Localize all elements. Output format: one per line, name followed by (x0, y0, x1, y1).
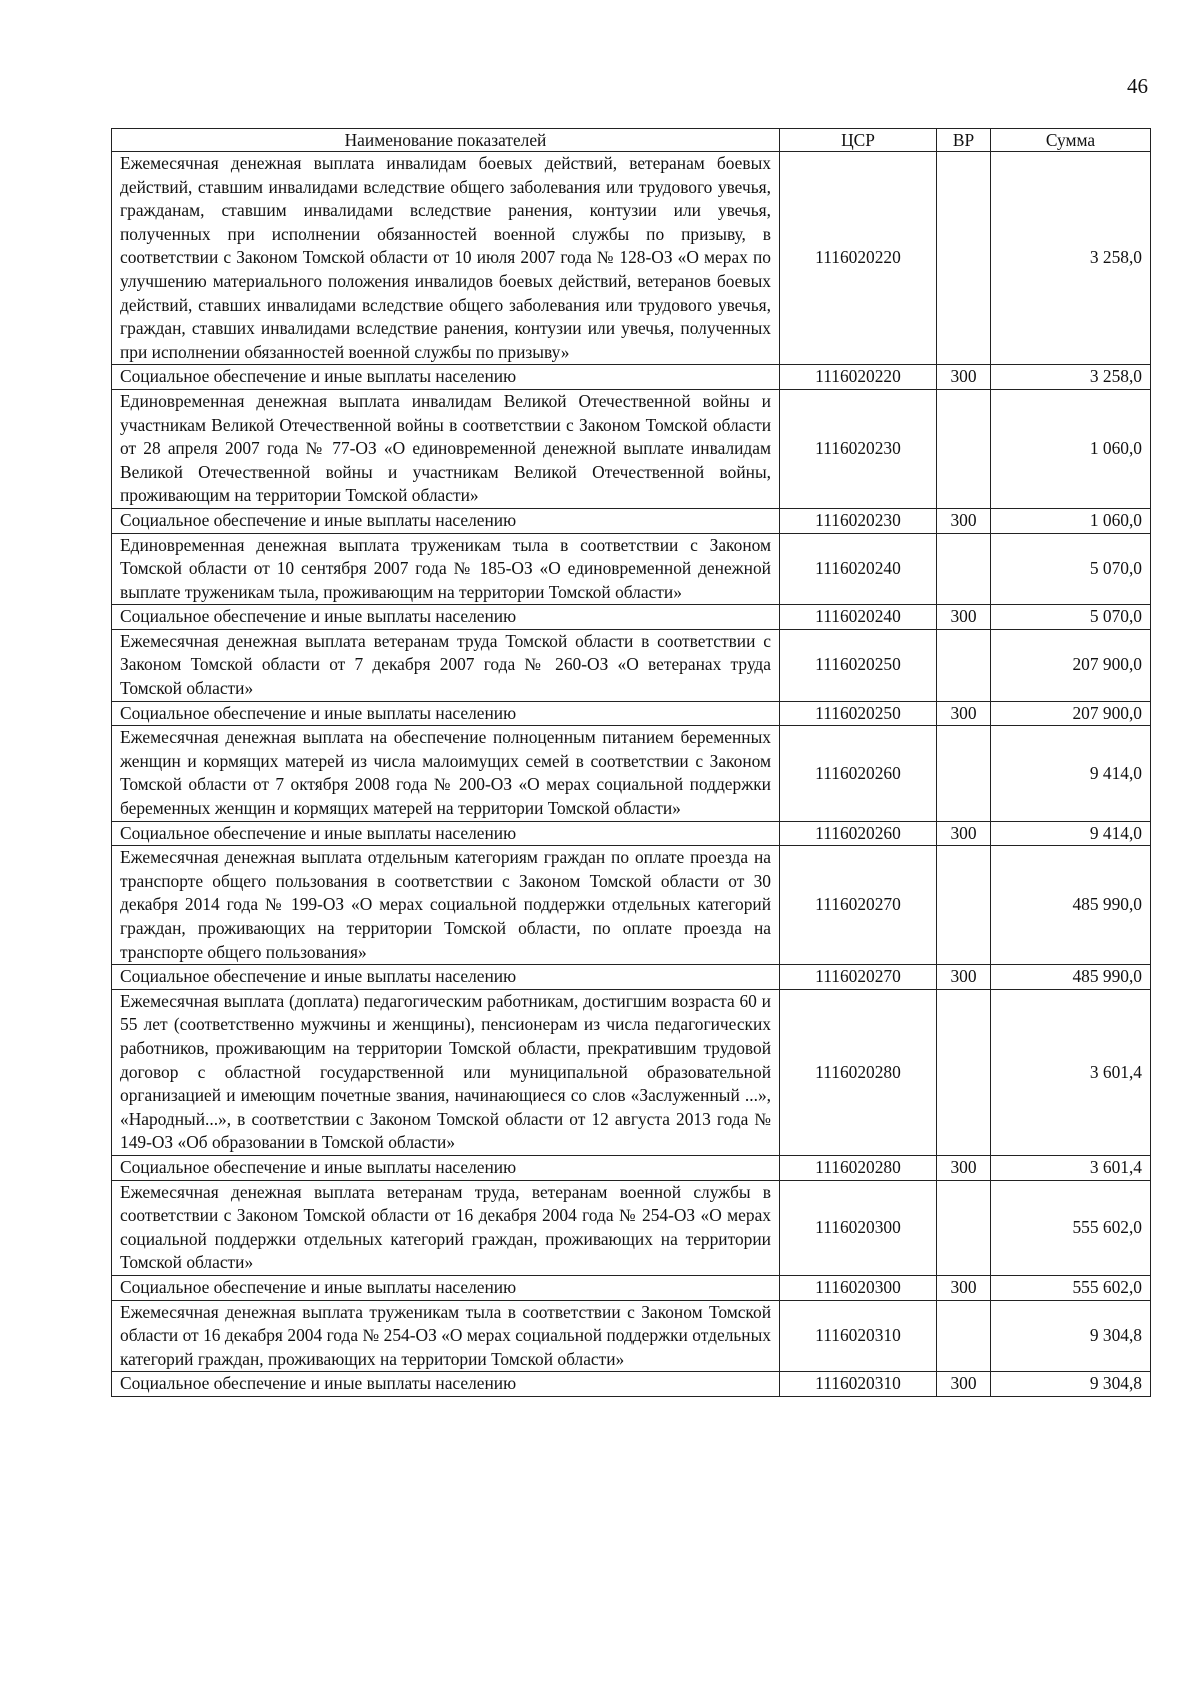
table-row (112, 846, 1151, 965)
table-header-row (112, 129, 1151, 152)
row-vr: 300 (937, 965, 991, 990)
row-name: Ежемесячная денежная выплата ветеранам труда, ветеранам военной службы в соответствии с Законом Томской области от 16 декабря 2004 года № 254-ОЗ «О мерах социальной поддержки отдельных категорий граждан, проживающих на территории Томской области» (112, 1180, 780, 1275)
row-csr: 1116020260 (780, 821, 937, 846)
table-row (112, 726, 1151, 821)
table-row (112, 1155, 1151, 1180)
header-name: Наименование показателей (112, 129, 780, 152)
row-csr: 1116020250 (780, 629, 937, 701)
row-sum: 207 900,0 (991, 629, 1151, 701)
row-vr (937, 1180, 991, 1275)
row-sum: 5 070,0 (991, 533, 1151, 605)
row-sum: 1 060,0 (991, 508, 1151, 533)
table-row (112, 701, 1151, 726)
row-csr: 1116020220 (780, 365, 937, 390)
row-vr (937, 533, 991, 605)
row-csr: 1116020240 (780, 533, 937, 605)
row-vr (937, 989, 991, 1155)
row-name: Социальное обеспечение и иные выплаты населению (112, 1155, 780, 1180)
row-sum: 1 060,0 (991, 389, 1151, 508)
header-csr: ЦСР (780, 129, 937, 152)
row-vr: 300 (937, 1155, 991, 1180)
row-sum: 485 990,0 (991, 965, 1151, 990)
row-name: Единовременная денежная выплата труженикам тыла в соответствии с Законом Томской области от 10 сентября 2007 года № 185-ОЗ «О единовременной денежной выплате труженикам тыла, проживающим на территории Томской области» (112, 533, 780, 605)
row-csr: 1116020270 (780, 965, 937, 990)
row-sum: 9 304,8 (991, 1372, 1151, 1397)
row-csr: 1116020230 (780, 389, 937, 508)
row-name: Социальное обеспечение и иные выплаты населению (112, 821, 780, 846)
row-csr: 1116020280 (780, 989, 937, 1155)
table-row (112, 1180, 1151, 1275)
table-row (112, 365, 1151, 390)
row-csr: 1116020300 (780, 1180, 937, 1275)
row-csr: 1116020310 (780, 1372, 937, 1397)
row-vr: 300 (937, 821, 991, 846)
table-row (112, 989, 1151, 1155)
row-name: Единовременная денежная выплата инвалидам Великой Отечественной войны и участникам Великой Отечественной войны в соответствии с Законом Томской области от 28 апреля 2007 года № 77-ОЗ «О единовременной денежной выплате инвалидам Великой Отечественной войны и участникам Великой Отечественной войны, проживающим на территории Томской области» (112, 389, 780, 508)
table-row (112, 389, 1151, 508)
row-sum: 3 258,0 (991, 152, 1151, 365)
row-sum: 3 601,4 (991, 989, 1151, 1155)
row-csr: 1116020250 (780, 701, 937, 726)
table-row (112, 605, 1151, 630)
header-sum: Сумма (991, 129, 1151, 152)
row-vr (937, 846, 991, 965)
row-csr: 1116020240 (780, 605, 937, 630)
row-name: Ежемесячная денежная выплата инвалидам боевых действий, ветеранам боевых действий, ставшим инвалидами вследствие общего заболевания или трудового увечья, гражданам, ставшим инвалидами вследствие ранения, контузии или увечья, полученных при исполнении обязанностей военной службы по призыву, в соответствии с Законом Томской области от 10 июля 2007 года № 128-ОЗ «О мерах по улучшению материального положения инвалидов боевых действий, ветеранов боевых действий, ставших инвалидами вследствие общего заболевания или трудового увечья, граждан, ставших инвалидами вследствие ранения, контузии или увечья, полученных при исполнении обязанностей военной службы по призыву» (112, 152, 780, 365)
row-csr: 1116020220 (780, 152, 937, 365)
row-csr: 1116020270 (780, 846, 937, 965)
row-name: Социальное обеспечение и иные выплаты населению (112, 701, 780, 726)
table-row (112, 629, 1151, 701)
row-name: Ежемесячная выплата (доплата) педагогическим работникам, достигшим возраста 60 и 55 лет (соответственно мужчины и женщины), пенсионерам из числа педагогических работников, проживающим на территории Томской области, прекратившим трудовой договор с областной государственной или муниципальной образовательной организацией и имеющим почетные звания, начинающиеся со слов «Заслуженный ...», «Народный...», в соответствии с Законом Томской области от 12 августа 2013 года № 149-ОЗ «Об образовании в Томской области» (112, 989, 780, 1155)
row-vr: 300 (937, 365, 991, 390)
row-name: Социальное обеспечение и иные выплаты населению (112, 605, 780, 630)
row-sum: 555 602,0 (991, 1180, 1151, 1275)
row-name: Социальное обеспечение и иные выплаты населению (112, 508, 780, 533)
row-sum: 9 414,0 (991, 726, 1151, 821)
table-row (112, 1300, 1151, 1372)
row-vr (937, 1300, 991, 1372)
row-vr: 300 (937, 1275, 991, 1300)
table-row (112, 508, 1151, 533)
row-sum: 9 304,8 (991, 1300, 1151, 1372)
row-name: Ежемесячная денежная выплата отдельным категориям граждан по оплате проезда на транспорте общего пользования в соответствии с Законом Томской области от 30 декабря 2014 года № 199-ОЗ «О мерах социальной поддержки отдельных категорий граждан, проживающих на территории Томской области, по оплате проезда на транспорте общего пользования» (112, 846, 780, 965)
row-vr (937, 629, 991, 701)
row-sum: 3 601,4 (991, 1155, 1151, 1180)
row-name: Социальное обеспечение и иные выплаты населению (112, 365, 780, 390)
table-row (112, 533, 1151, 605)
row-sum: 207 900,0 (991, 701, 1151, 726)
row-vr (937, 152, 991, 365)
page-number: 46 (1127, 74, 1148, 98)
row-sum: 9 414,0 (991, 821, 1151, 846)
row-csr: 1116020230 (780, 508, 937, 533)
row-csr: 1116020310 (780, 1300, 937, 1372)
row-csr: 1116020300 (780, 1275, 937, 1300)
table-row (112, 965, 1151, 990)
row-sum: 3 258,0 (991, 365, 1151, 390)
row-vr: 300 (937, 701, 991, 726)
table-row (112, 821, 1151, 846)
row-name: Социальное обеспечение и иные выплаты населению (112, 1275, 780, 1300)
row-sum: 555 602,0 (991, 1275, 1151, 1300)
row-sum: 485 990,0 (991, 846, 1151, 965)
row-vr: 300 (937, 605, 991, 630)
table-row (112, 152, 1151, 365)
row-name: Ежемесячная денежная выплата ветеранам труда Томской области в соответствии с Законом Томской области от 7 декабря 2007 года № 260-ОЗ «О ветеранах труда Томской области» (112, 629, 780, 701)
row-name: Ежемесячная денежная выплата на обеспечение полноценным питанием беременных женщин и кормящих матерей из числа малоимущих семей в соответствии с Законом Томской области от 7 октября 2008 года № 200-ОЗ «О мерах социальной поддержки беременных женщин и кормящих матерей на территории Томской области» (112, 726, 780, 821)
row-vr (937, 389, 991, 508)
row-name: Социальное обеспечение и иные выплаты населению (112, 965, 780, 990)
table-row (112, 1372, 1151, 1397)
row-vr (937, 726, 991, 821)
budget-table (111, 128, 1151, 1397)
header-vr: ВР (937, 129, 991, 152)
row-vr: 300 (937, 508, 991, 533)
row-csr: 1116020260 (780, 726, 937, 821)
table-row (112, 1275, 1151, 1300)
row-sum: 5 070,0 (991, 605, 1151, 630)
row-csr: 1116020280 (780, 1155, 937, 1180)
row-vr: 300 (937, 1372, 991, 1397)
row-name: Социальное обеспечение и иные выплаты населению (112, 1372, 780, 1397)
row-name: Ежемесячная денежная выплата труженикам тыла в соответствии с Законом Томской области от 16 декабря 2004 года № 254-ОЗ «О мерах социальной поддержки отдельных категорий граждан, проживающих на территории Томской области» (112, 1300, 780, 1372)
